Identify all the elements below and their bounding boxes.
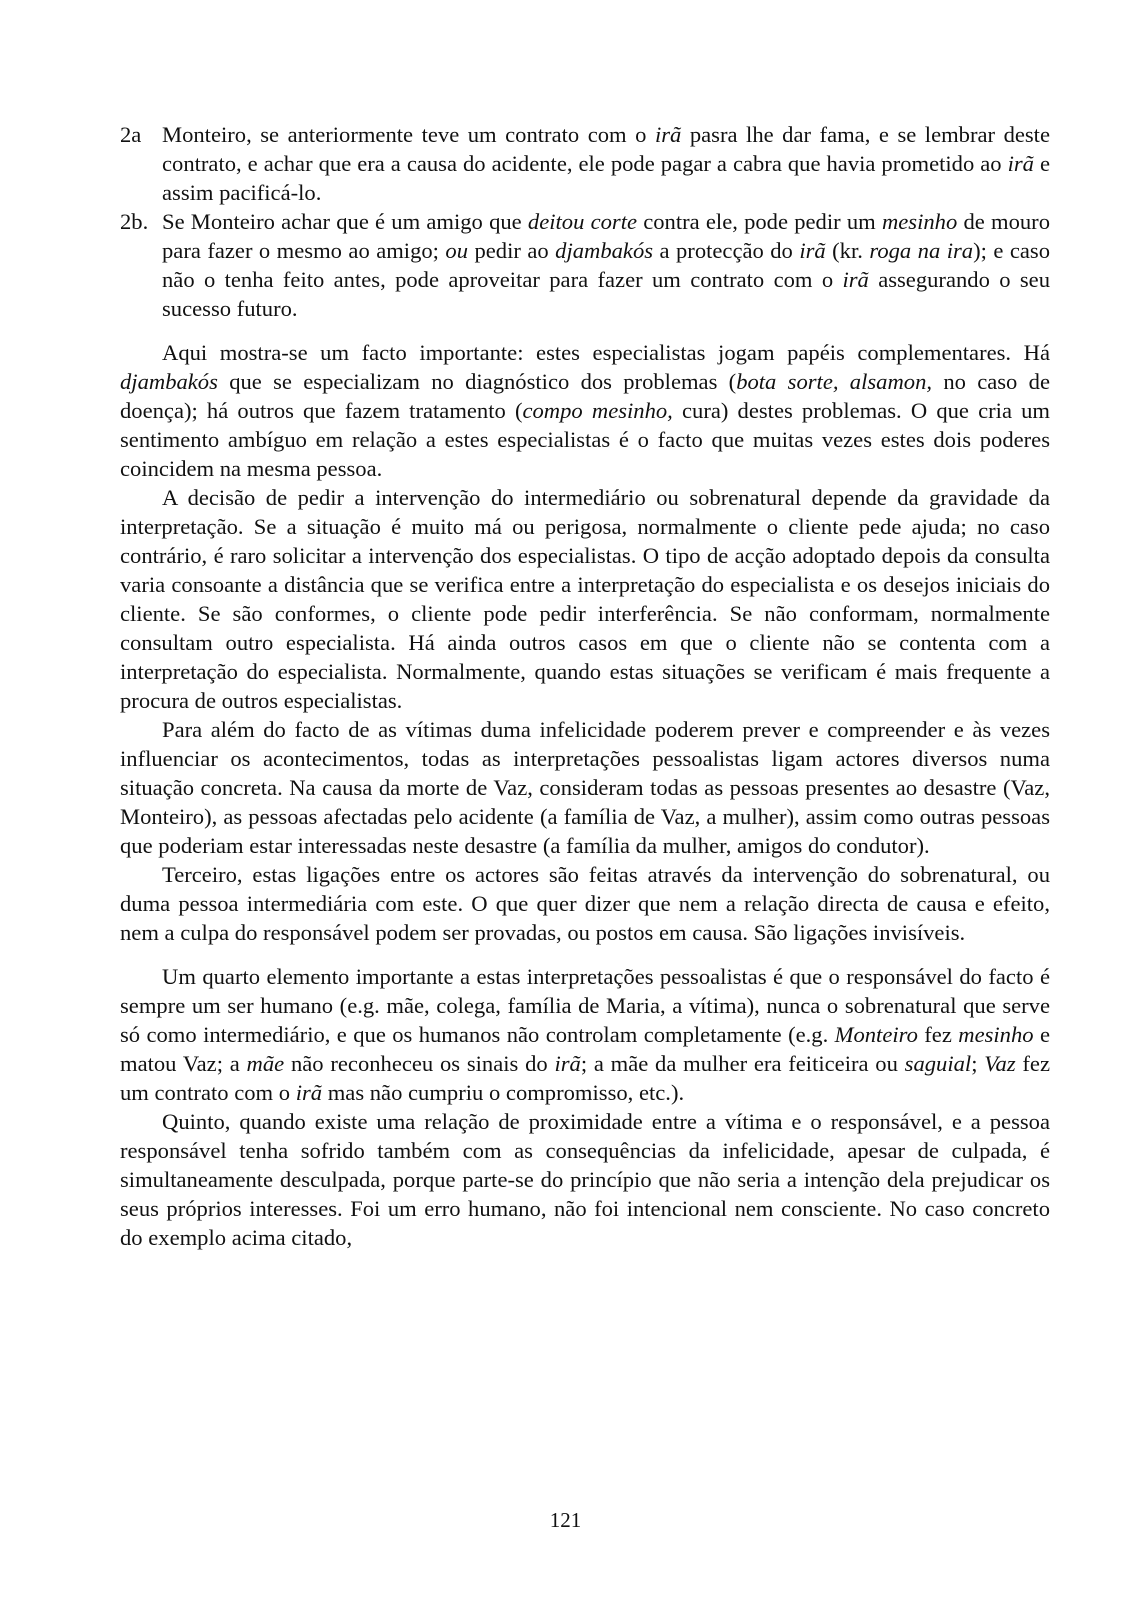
item-number: 2a [120, 122, 142, 147]
page-number: 121 [549, 1508, 582, 1532]
italic-term: bota sorte, alsamon, [736, 369, 933, 394]
text-run: Um quarto elemento importante a estas interpretações pessoalistas é que o responsável do facto é sempre um ser humano (e.g. mãe, colega, família de Maria, a vítima), nunca o sobrenatural que serve só como intermediário, e que os humanos não controlam completamente (e.g. [120, 964, 1050, 1047]
italic-term: irã [654, 122, 682, 147]
italic-term: djambakós [120, 369, 218, 394]
italic-term: irã [295, 1080, 323, 1105]
text-run: não reconheceu os sinais do [284, 1051, 555, 1076]
paragraph-fifth [120, 1107, 1050, 1252]
paragraph-specialists [120, 338, 1050, 483]
text-run: cura) destes problemas. O que cria um sentimento ambíguo em relação a estes especialistas é o facto que muitas vezes estes dois poderes coincidem na mesma pessoa. [120, 398, 1051, 481]
italic-term: mesinho [881, 209, 958, 234]
text-run: e assim pacificá-lo. [162, 151, 1050, 205]
text-run: (kr. [825, 238, 870, 263]
item-number: 2b. [120, 209, 149, 234]
italic-term: ou [445, 238, 468, 263]
item-text [162, 122, 1050, 205]
paragraph-victims [120, 715, 1050, 860]
text-run: Se Monteiro achar que é um amigo que [162, 209, 528, 234]
text-run: ; a mãe da mulher era feiticeira ou [580, 1051, 905, 1076]
text-run: Para além do facto de as vítimas duma infelicidade poderem prever e compreender e às vezes influenciar os acontecimentos, todas as interpretações pessoalistas ligam actores diversos numa situação concreta. Na causa da morte de Vaz, consideram todas as pessoas presentes ao desastre (Vaz, Monteiro), as pessoas afectadas pelo acidente (a família de Vaz, a mulher), assim como outras pessoas que poderiam estar interessadas neste desastre (a família da mulher, amigos do condutor). [120, 717, 1050, 858]
text-run: ; [971, 1051, 985, 1076]
italic-term: irã [799, 238, 826, 263]
italic-term: irã [1007, 151, 1034, 176]
item-text [162, 209, 1050, 321]
list-item-2b [120, 207, 1050, 323]
text-run: A decisão de pedir a intervenção do intermediário ou sobrenatural depende da gravidade da interpretação. Se a situação é muito má ou perigosa, normalmente o cliente pede ajuda; no caso contrário, é raro solicitar a intervenção dos especialistas. O tipo de acção adoptado depois da consulta varia consoante a distância que se verifica entre a interpretação do especialista e os desejos iniciais do cliente. Se são conformes, o cliente pode pedir interferência. Se não conformam, normalmente consultam outro especialista. Há ainda outros casos em que o cliente não se contenta com a interpretação do especialista. Normalmente, quando estas situações se verificam é mais frequente a procura de outros especialistas. [120, 485, 1050, 713]
text-run: a protecção do [653, 238, 800, 263]
text-run: fez um contrato com o [120, 1051, 1050, 1105]
italic-term: irã [554, 1051, 581, 1076]
italic-term: mesinho [958, 1022, 1034, 1047]
paragraph-decision [120, 483, 1050, 715]
text-run: fez [917, 1022, 959, 1047]
text-run: Monteiro, se anteriormente teve um contrato com o [162, 122, 655, 147]
text-run: no caso de doença); há outros que fazem tratamento ( [120, 369, 1050, 423]
italic-term: roga na ira [869, 238, 974, 263]
page-body [120, 120, 1050, 1252]
paragraph-third [120, 860, 1050, 947]
italic-term: saguial [904, 1051, 972, 1076]
text-run: contra ele, pode pedir um [637, 209, 882, 234]
text-run: pedir ao [468, 238, 556, 263]
text-run: ); e caso não o tenha feito antes, pode aproveitar para fazer um contrato com o [162, 238, 1050, 292]
text-run: Quinto, quando existe uma relação de proximidade entre a vítima e o responsável, e a pessoa responsável tenha sofrido também com as consequências da infelicidade, apesar de culpada, é simultaneamente desculpada, porque parte-se do princípio que não seria a intenção dela prejudicar os seus próprios interesses. Foi um erro humano, não foi intencional nem consciente. No caso concreto do exemplo acima citado, [120, 1109, 1050, 1250]
italic-term: Monteiro [834, 1022, 918, 1047]
italic-term: irã [842, 267, 869, 292]
text-run: assegurando o seu sucesso futuro. [162, 267, 1050, 321]
italic-term: mãe [246, 1051, 285, 1076]
italic-term: compo mesinho, [522, 398, 673, 423]
italic-term: Vaz [984, 1051, 1016, 1076]
text-run: pasra lhe dar fama, e se lembrar deste contrato, e achar que era a causa do acidente, ele pode pagar a cabra que havia prometido ao [162, 122, 1050, 176]
text-run: e matou Vaz; a [120, 1022, 1050, 1076]
text-run: mas não cumpriu o compromisso, etc.). [322, 1080, 685, 1105]
italic-term: deitou corte [527, 209, 638, 234]
italic-term: djambakós [555, 238, 654, 263]
list-item-2a [120, 120, 1050, 207]
text-run: Terceiro, estas ligações entre os actores são feitas através da intervenção do sobrenatural, ou duma pessoa intermediária com este. O que quer dizer que nem a relação directa de causa e efeito, nem a culpa do responsável podem ser provadas, ou postos em causa. São ligações invisíveis. [120, 862, 1050, 945]
paragraph-fourth [120, 962, 1050, 1107]
text-run: que se especializam no diagnóstico dos problemas ( [217, 369, 737, 394]
text-run: de mouro para fazer o mesmo ao amigo; [162, 209, 1050, 263]
text-run: Aqui mostra-se um facto importante: estes especialistas jogam papéis complementares. Há [162, 340, 1050, 365]
